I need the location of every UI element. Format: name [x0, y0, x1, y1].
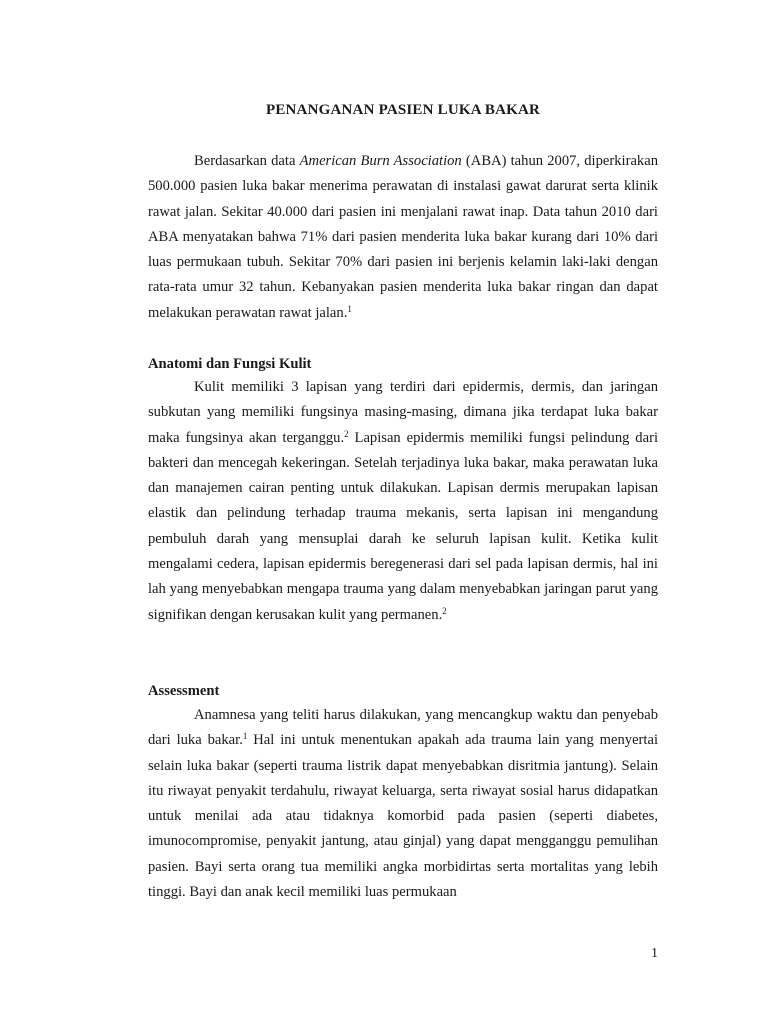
document-page	[148, 0, 658, 1024]
section-heading-assessment: Assessment	[148, 683, 220, 699]
footnote-ref: 2	[344, 428, 349, 439]
intro-paragraph	[148, 149, 658, 326]
assessment-text-start: Anamnesa yang teliti harus dilakukan, yang mencangkup waktu dan penyebab dari luka bakar.	[148, 707, 658, 749]
intro-text-start: Berdasarkan data	[194, 153, 300, 169]
intro-italic-organization: American Burn Association	[299, 153, 462, 169]
anatomi-text-start: Kulit memiliki 3 lapisan yang terdiri dari epidermis, dermis, dan jaringan subkutan yang memiliki fungsinya masing-masing, dimana jika terdapat luka bakar maka fungsinya akan terganggu.	[148, 379, 658, 446]
assessment-paragraph	[148, 703, 658, 905]
page-number: 1	[651, 946, 658, 961]
intro-text-rest: (ABA) tahun 2007, diperkirakan 500.000 pasien luka bakar menerima perawatan di instalasi gawat darurat serta klinik rawat jalan. Sekitar 40.000 dari pasien ini menjalani rawat inap. Data tahun 2010 dari ABA menyatakan bahwa 71% dari pasien menderita luka bakar kurang dari 10% dari luas permukaan tubuh. Sekitar 70% dari pasien ini berjenis kelamin laki-laki dengan rata-rata umur 32 tahun. Kebanyakan pasien menderita luka bakar ringan dan dapat melakukan perawatan rawat jalan.	[148, 153, 658, 321]
section-heading-anatomi: Anatomi dan Fungsi Kulit	[148, 356, 312, 372]
footnote-ref: 2	[442, 605, 447, 616]
document-title: PENANGANAN PASIEN LUKA BAKAR	[265, 102, 541, 118]
assessment-text-rest: Hal ini untuk menentukan apakah ada trauma lain yang menyertai selain luka bakar (seperti trauma listrik dapat menyebabkan disritmia jantung). Selain itu riwayat penyakit terdahulu, riwayat keluarga, serta riwayat sosial harus didapatkan untuk menilai ada atau tidaknya komorbid pada pasien (seperti diabetes, imunocompromise, penyakit jantung, atau ginjal) yang dapat mengganggu pemulihan pasien. Bayi serta orang tua memiliki angka morbidirtas serta mortalitas yang lebih tinggi. Bayi dan anak kecil memiliki luas permukaan	[148, 732, 658, 901]
anatomi-text-rest: Lapisan epidermis memiliki fungsi pelindung dari bakteri dan mencegah kekeringan. Setelah terjadinya luka bakar, maka perawatan luka dan manajemen cairan penting untuk dilakukan. Lapisan dermis merupakan lapisan elastik dan pelindung terhadap trauma mekanis, serta lapisan ini mengandung pembuluh darah yang mensuplai darah ke seluruh lapisan kulit. Ketika kulit mengalami cedera, lapisan epidermis beregenerasi dari sel pada lapisan dermis, hal ini lah yang menyebabkan mengapa trauma yang dalam menyebabkan jaringan parut yang signifikan dengan kerusakan kulit yang permanen.	[148, 429, 658, 623]
anatomi-paragraph	[148, 375, 658, 628]
footnote-ref: 1	[347, 303, 352, 314]
footnote-ref: 1	[242, 731, 248, 742]
